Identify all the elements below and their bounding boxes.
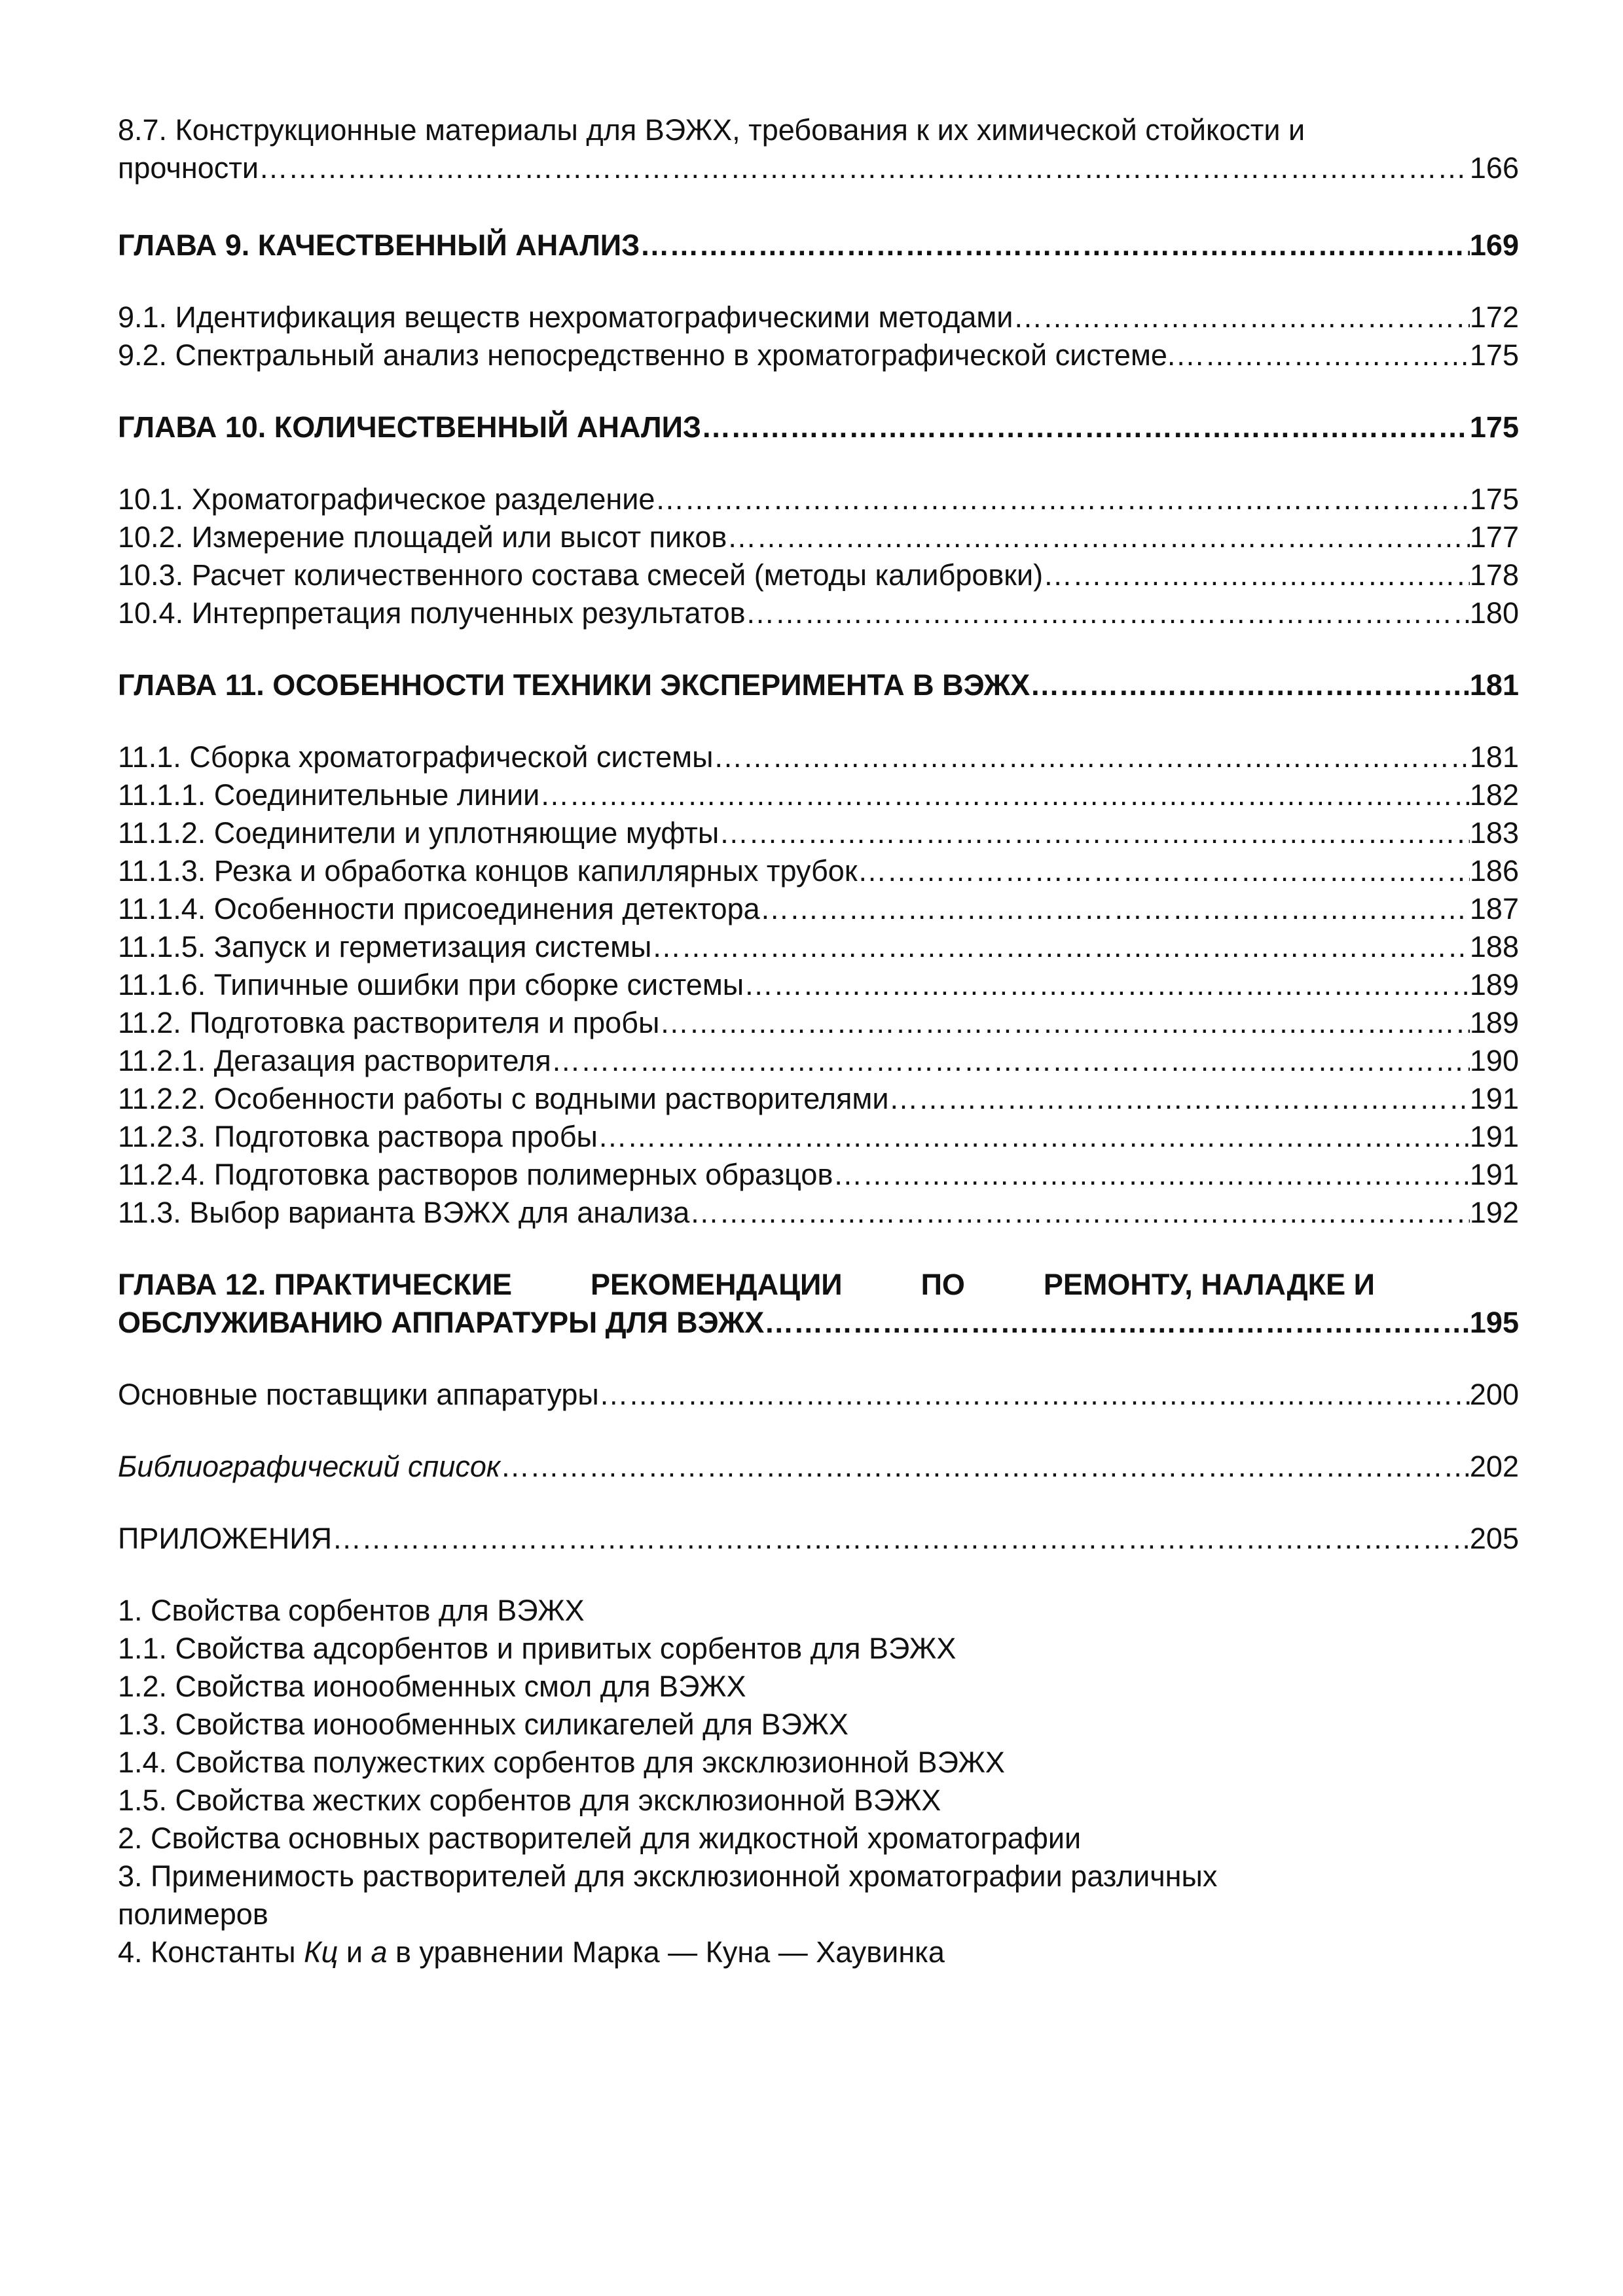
chapter-title: ГЛАВА 10. КОЛИЧЕСТВЕННЫЙ АНАЛИЗ [118,410,702,444]
toc-entry-appendices [118,1520,1519,1558]
toc-page-number: 175 [1469,482,1519,516]
chapter-title: ГЛАВА 11. ОСОБЕННОСТИ ТЕХНИКИ ЭКСПЕРИМЕНТА В ВЭЖХ [118,668,1030,702]
appendix-entry: 1.2. Свойства ионообменных смол для ВЭЖХ [118,1670,746,1703]
leader-dots [744,966,1470,1004]
chapter-12-heading-line1 [118,1266,1375,1304]
appendix-entry: 3. Применимость растворителей для эксклюзионной хроматографии различных [118,1859,1218,1893]
leader-dots [551,1042,1470,1080]
toc-entry-title: 11.1.2. Соединители и уплотняющие муфты [118,816,720,850]
toc-page-number: 187 [1469,892,1519,925]
toc-page-number: 189 [1469,968,1519,1001]
toc-entry [118,738,1519,776]
toc-page-number: 183 [1469,816,1519,850]
leader-dots [332,1520,1470,1558]
appendix-entry-4 [118,1933,1519,1971]
chapter-title-word: ПО [921,1268,965,1301]
appendix-entry: 1.4. Свойства полужестких сорбентов для эксклюзионной ВЭЖХ [118,1746,1005,1779]
chapter-title: ГЛАВА 9. КАЧЕСТВЕННЫЙ АНАЛИЗ [118,228,640,262]
toc-entry-title: Библиографический список [118,1450,501,1483]
chapter-title: ОБСЛУЖИВАНИЮ АППАРАТУРЫ ДЛЯ ВЭЖХ [118,1306,765,1339]
toc-page-number: 182 [1469,778,1519,812]
appendix-entry: 1. Свойства сорбентов для ВЭЖХ [118,1594,585,1627]
leader-dots [746,594,1470,632]
toc-entry-title: 11.2.3. Подготовка раствора пробы [118,1120,598,1153]
toc-entry [118,594,1519,632]
leader-dots [1030,666,1470,704]
leader-dots [764,1304,1470,1342]
appendix-text: и [338,1935,371,1969]
toc-entry [118,1080,1519,1118]
toc-entry [118,1004,1519,1042]
leader-dots [1175,336,1469,374]
toc-page-number: 186 [1469,854,1519,888]
toc-entry-title: прочности [118,151,259,185]
toc-page-number: 178 [1469,558,1519,592]
toc-page-number: 192 [1469,1196,1519,1229]
toc-entry [118,518,1519,556]
toc-entry-title: 10.2. Измерение площадей или высот пиков [118,520,727,554]
appendix-symbol-a: а [371,1935,388,1969]
toc-entry-title: 11.1.1. Соединительные линии [118,778,540,812]
toc-entry-title: 10.4. Интерпретация полученных результатов [118,596,746,630]
appendix-entry: полимеров [118,1897,268,1931]
toc-entry-title: 11.1.3. Резка и обработка концов капиллярных трубок [118,854,858,888]
appendix-symbol-k: Кц [304,1935,338,1969]
toc-entry [118,298,1519,336]
toc-entry [118,556,1519,594]
toc-entry-title: Основные поставщики аппаратуры [118,1378,599,1411]
toc-entry-title: 11.1. Сборка хроматографической системы [118,740,714,774]
toc-entry [118,480,1519,518]
toc-entry [118,852,1519,890]
appendix-entry: 1.5. Свойства жестких сорбентов для эксклюзионной ВЭЖХ [118,1784,941,1817]
chapter-title-word: РЕМОНТУ, НАЛАДКЕ И [1043,1268,1375,1301]
leader-dots [713,738,1469,776]
chapter-11-heading [118,666,1519,704]
appendix-entry: 2. Свойства основных растворителей для жидкостной хроматографии [118,1821,1082,1855]
toc-page-number: 172 [1469,300,1519,334]
toc-page-number: 166 [1469,151,1519,185]
leader-dots [689,1194,1470,1232]
leader-dots [599,1376,1470,1414]
leader-dots [539,776,1470,814]
leader-dots [727,518,1470,556]
toc-page-number: 200 [1469,1378,1519,1411]
toc-entry [118,1194,1519,1232]
appendix-entry: 1.1. Свойства адсорбентов и привитых сорбентов для ВЭЖХ [118,1632,957,1665]
chapter-12-heading-line2 [118,1304,1519,1342]
chapter-title-word: РЕКОМЕНДАЦИИ [591,1268,843,1301]
leader-dots [858,852,1470,890]
leader-dots [1013,298,1469,336]
chapter-10-entries [118,480,1519,632]
toc-entry-title: 11.3. Выбор варианта ВЭЖХ для анализа [118,1196,690,1229]
toc-entry-title: 11.1.4. Особенности присоединения детектора [118,892,760,925]
toc-page-number: 175 [1469,410,1519,444]
leader-dots [259,149,1470,187]
toc-page-number: 191 [1469,1082,1519,1115]
toc-entry-title: 11.1.6. Типичные ошибки при сборке системы [118,968,744,1001]
toc-page-number: 180 [1469,596,1519,630]
leader-dots [655,480,1470,518]
toc-page-number: 190 [1469,1044,1519,1077]
toc-entry-title: 10.1. Хроматографическое разделение [118,482,655,516]
toc-entry [118,336,1519,374]
appendix-entry: 1.3. Свойства ионообменных силикагелей для ВЭЖХ [118,1708,848,1741]
leader-dots [1043,556,1470,594]
chapter-9-heading [118,226,1519,264]
appendix-text: в уравнении Марка — Куна — Хаувинка [387,1935,945,1969]
toc-entry [118,814,1519,852]
toc-entry [118,1042,1519,1080]
toc-page-number: 169 [1469,228,1519,262]
chapter-10-heading [118,408,1519,446]
table-of-contents [118,111,1519,1971]
toc-page-number: 177 [1469,520,1519,554]
toc-page-number: 181 [1469,740,1519,774]
toc-entry-title: 9.2. Спектральный анализ непосредственно в хроматографической системе. [118,338,1176,372]
toc-entry-bibliography [118,1448,1519,1486]
leader-dots [833,1156,1470,1194]
toc-entry-8-7-line1: 8.7. Конструкционные материалы для ВЭЖХ, требования к их химической стойкости и [118,113,1305,147]
leader-dots [598,1118,1470,1156]
leader-dots [888,1080,1469,1118]
toc-entry [118,1118,1519,1156]
toc-entry [118,890,1519,928]
toc-entry-title: 11.2.2. Особенности работы с водными растворителями [118,1082,889,1115]
leader-dots [640,226,1470,264]
leader-dots [760,890,1470,928]
toc-entry [118,928,1519,966]
toc-page-number: 175 [1469,338,1519,372]
toc-page-number: 181 [1469,668,1519,702]
toc-entry-8-7-line2 [118,149,1519,187]
toc-entry-title: ПРИЛОЖЕНИЯ [118,1522,333,1555]
toc-entry-title: 9.1. Идентификация веществ нехроматографическими методами [118,300,1013,334]
leader-dots [659,1004,1470,1042]
toc-page-number: 202 [1469,1450,1519,1483]
toc-page-number: 205 [1469,1522,1519,1555]
chapter-11-entries [118,738,1519,1232]
toc-page-number: 191 [1469,1158,1519,1191]
toc-entry [118,966,1519,1004]
toc-entry-title: 10.3. Расчет количественного состава смесей (методы калибровки) [118,558,1044,592]
chapter-9-entries [118,298,1519,374]
leader-dots [651,928,1470,966]
chapter-title-word: ГЛАВА 12. ПРАКТИЧЕСКИЕ [118,1268,513,1301]
toc-page-number: 189 [1469,1006,1519,1039]
toc-page-number: 195 [1469,1306,1519,1339]
appendix-entries [118,1592,1519,1933]
toc-entry [118,776,1519,814]
leader-dots [701,408,1470,446]
toc-entry-suppliers [118,1376,1519,1414]
toc-page-number: 191 [1469,1120,1519,1153]
toc-entry [118,1156,1519,1194]
appendix-text: 4. Константы [118,1935,304,1969]
toc-entry-title: 11.2.1. Дегазация растворителя [118,1044,551,1077]
leader-dots [500,1448,1470,1486]
toc-entry-title: 11.1.5. Запуск и герметизация системы [118,930,652,963]
toc-entry-title: 11.2.4. Подготовка растворов полимерных образцов [118,1158,833,1191]
toc-page-number: 188 [1469,930,1519,963]
leader-dots [719,814,1470,852]
toc-entry-title: 11.2. Подготовка растворителя и пробы [118,1006,660,1039]
